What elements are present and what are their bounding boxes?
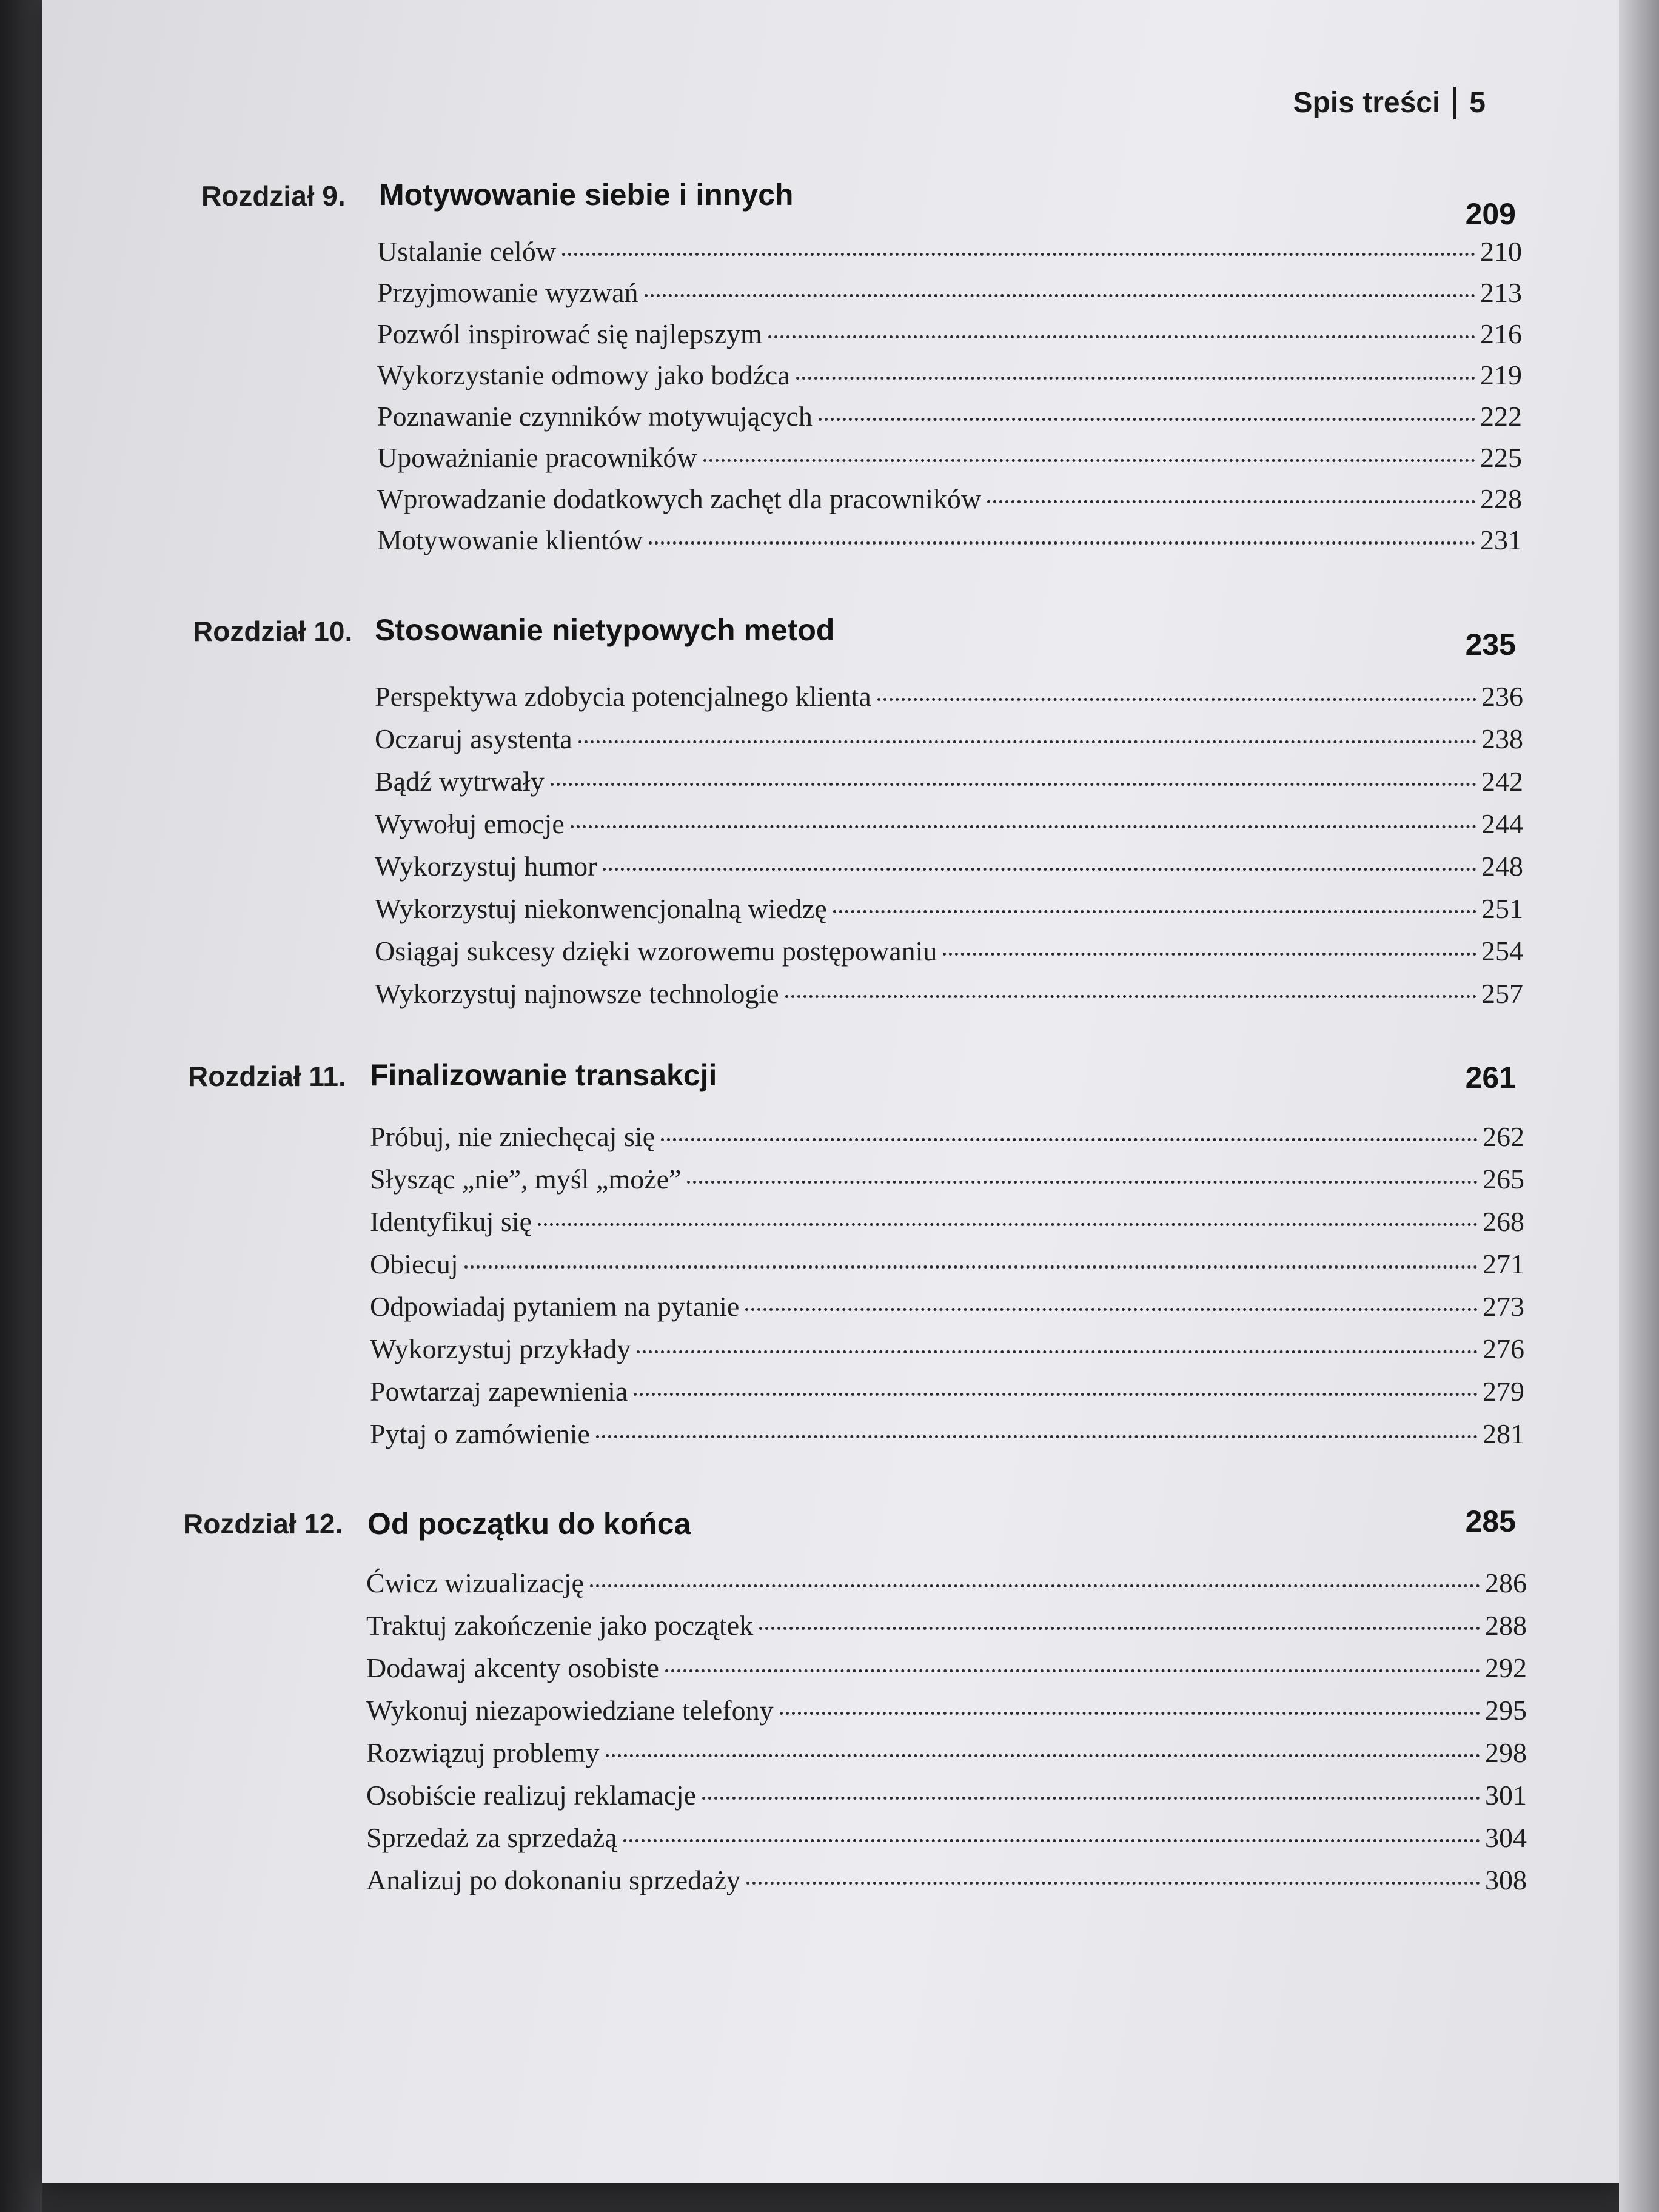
chapter-12 [42,1504,1619,1558]
dot-leader [703,459,1475,462]
toc-entry[interactable] [375,723,1523,760]
entry-title: Ustalanie celów [377,236,557,267]
entry-page: 248 [1481,851,1523,882]
chapter-page: 285 [1465,1504,1516,1538]
entry-page: 242 [1481,766,1523,797]
entry-title: Odpowiadaj pytaniem na pytanie [370,1291,740,1322]
dot-leader [538,1223,1478,1226]
entry-page: 222 [1480,401,1522,432]
dot-leader [590,1584,1480,1587]
dot-leader [819,418,1475,421]
page-edge-shadow [1619,0,1659,2212]
dot-leader [578,740,1476,743]
toc-entry[interactable] [366,1652,1527,1689]
dot-leader [877,698,1476,701]
chapter-title: Stosowanie nietypowych metod [375,613,835,647]
entry-page: 301 [1485,1780,1527,1811]
book-page [42,0,1619,2183]
toc-entry[interactable] [370,1248,1524,1285]
toc-entry[interactable] [375,850,1523,888]
chapter-page: 235 [1465,628,1516,662]
dot-leader [785,995,1476,998]
entry-page: 228 [1480,483,1522,514]
chapter-heading [42,611,1619,666]
entry-page: 279 [1483,1376,1524,1407]
toc-entry[interactable] [377,483,1522,520]
toc-entry[interactable] [377,400,1522,438]
entry-title: Wykonuj niezapowiedziane telefony [366,1695,774,1726]
toc-entry[interactable] [366,1567,1527,1604]
dot-leader [780,1712,1480,1715]
dot-leader [596,1435,1478,1438]
header-separator [1453,87,1456,119]
chapter-title: Finalizowanie transakcji [370,1058,717,1092]
toc-entry[interactable] [370,1290,1524,1328]
entry-title: Wywołuj emocje [375,808,565,839]
entry-title: Wykorzystuj niekonwencjonalną wiedzę [375,893,827,924]
chapter-page: 261 [1465,1061,1516,1094]
toc-entry[interactable] [370,1121,1524,1158]
toc-entry[interactable] [366,1737,1527,1774]
entry-title: Wykorzystuj przykłady [370,1333,631,1364]
entry-page: 225 [1480,442,1522,473]
entry-page: 210 [1480,236,1522,267]
chapter-title: Motywowanie siebie i innych [379,178,794,212]
chapter-heading [42,1055,1619,1110]
chapter-label: Rozdział 9. [201,180,346,212]
toc-entry[interactable] [370,1163,1524,1201]
toc-entry[interactable] [366,1694,1527,1732]
toc-entry[interactable] [375,680,1523,718]
entry-title: Upoważnianie pracowników [377,442,697,473]
entry-page: 231 [1480,525,1522,555]
entry-title: Powtarzaj zapewnienia [370,1376,628,1407]
entry-title: Osobiście realizuj reklamacje [366,1780,697,1811]
entry-title: Słysząc „nie”, myśl „może” [370,1164,682,1195]
dot-leader [702,1797,1480,1800]
entry-title: Próbuj, nie zniechęcaj się [370,1121,655,1152]
entry-title: Osiągaj sukcesy dzięki wzorowemu postępowaniu [375,936,937,967]
toc-entry[interactable] [375,935,1523,973]
entry-page: 257 [1481,978,1523,1009]
chapter-11 [42,1055,1619,1110]
entry-page: 216 [1480,318,1522,349]
chapter-page: 209 [1465,197,1516,231]
entry-page: 298 [1485,1737,1527,1768]
entry-title: Przyjmowanie wyzwań [377,277,638,308]
dot-leader [551,783,1476,786]
entry-title: Dodawaj akcenty osobiste [366,1652,659,1683]
dot-leader [796,377,1475,380]
toc-entry[interactable] [375,977,1523,1015]
entry-page: 304 [1485,1822,1527,1853]
chapter-heading [42,1504,1619,1558]
chapter-10 [42,611,1619,666]
dot-leader [833,910,1476,913]
toc-entry[interactable] [366,1822,1527,1859]
toc-entry[interactable] [377,235,1522,273]
toc-entry[interactable] [370,1375,1524,1413]
toc-entry[interactable] [377,524,1522,561]
dot-leader [606,1754,1480,1757]
toc-entry[interactable] [375,893,1523,930]
dot-leader [645,294,1476,297]
toc-entry[interactable] [366,1779,1527,1817]
entry-page: 286 [1485,1567,1527,1598]
entry-page: 238 [1481,723,1523,754]
entry-title: Identyfikuj się [370,1206,532,1237]
entry-page: 265 [1483,1164,1524,1195]
entry-page: 273 [1483,1291,1524,1322]
dot-leader [687,1181,1478,1184]
dot-leader [665,1669,1480,1672]
entry-page: 292 [1485,1652,1527,1683]
entry-page: 254 [1481,936,1523,967]
entry-page: 268 [1483,1206,1524,1237]
chapter-label: Rozdział 10. [193,615,353,647]
dot-leader [637,1350,1478,1353]
entry-title: Analizuj po dokonaniu sprzedaży [366,1865,740,1895]
entry-title: Obiecuj [370,1248,458,1279]
book-spine [0,0,42,2212]
dot-leader [562,253,1475,256]
entry-title: Wykorzystanie odmowy jako bodźca [377,360,790,390]
chapter-label: Rozdział 11. [188,1061,346,1092]
toc-entry[interactable] [370,1205,1524,1243]
entry-title: Perspektywa zdobycia potencjalnego klienta [375,681,871,712]
dot-leader [623,1839,1480,1842]
entry-title: Pozwól inspirować się najlepszym [377,318,762,349]
dot-leader [464,1265,1478,1269]
chapter-9 [42,176,1619,230]
chapter-label: Rozdział 12. [183,1508,343,1540]
toc-entry[interactable] [366,1864,1527,1902]
chapter-heading [42,176,1619,230]
dot-leader [759,1627,1480,1630]
entry-page: 308 [1485,1865,1527,1895]
dot-leader [661,1138,1478,1141]
toc-entry[interactable] [377,441,1522,479]
entry-title: Motywowanie klientów [377,525,643,555]
dot-leader [943,953,1476,956]
toc-entry[interactable] [366,1609,1527,1647]
entry-title: Pytaj o zamówienie [370,1418,590,1449]
toc-entry[interactable] [377,276,1522,314]
toc-entry[interactable] [370,1333,1524,1370]
dot-leader [745,1308,1478,1311]
toc-entry[interactable] [377,359,1522,397]
entry-page: 251 [1481,893,1523,924]
entry-title: Wykorzystuj najnowsze technologie [375,978,779,1009]
toc-entry[interactable] [375,765,1523,803]
dot-leader [746,1882,1480,1885]
entry-page: 262 [1483,1121,1524,1152]
dot-leader [634,1393,1478,1396]
dot-leader [603,868,1476,871]
entry-page: 288 [1485,1610,1527,1641]
chapter-title: Od początku do końca [367,1507,691,1541]
entry-page: 276 [1483,1333,1524,1364]
toc-entry[interactable] [370,1418,1524,1455]
dot-leader [571,825,1476,828]
header-page-number: 5 [1469,87,1486,119]
entry-page: 295 [1485,1695,1527,1726]
dot-leader [649,541,1475,545]
entry-title: Oczaruj asystenta [375,723,572,754]
entry-title: Ćwicz wizualizację [366,1567,584,1598]
entry-page: 219 [1480,360,1522,390]
entry-title: Poznawanie czynników motywujących [377,401,813,432]
dot-leader [768,335,1475,338]
toc-entry[interactable] [375,808,1523,845]
entry-page: 213 [1480,277,1522,308]
entry-title: Rozwiązuj problemy [366,1737,600,1768]
toc-entry[interactable] [377,318,1522,355]
entry-title: Bądź wytrwały [375,766,545,797]
entry-title: Sprzedaż za sprzedażą [366,1822,617,1853]
entry-title: Wykorzystuj humor [375,851,597,882]
dot-leader [987,500,1475,503]
header-section-title: Spis treści [1293,87,1441,119]
entry-title: Wprowadzanie dodatkowych zachęt dla pracowników [377,483,982,514]
entry-page: 244 [1481,808,1523,839]
running-header [1293,86,1486,119]
entry-page: 281 [1483,1418,1524,1449]
entry-page: 271 [1483,1248,1524,1279]
entry-page: 236 [1481,681,1523,712]
entry-title: Traktuj zakończenie jako początek [366,1610,754,1641]
